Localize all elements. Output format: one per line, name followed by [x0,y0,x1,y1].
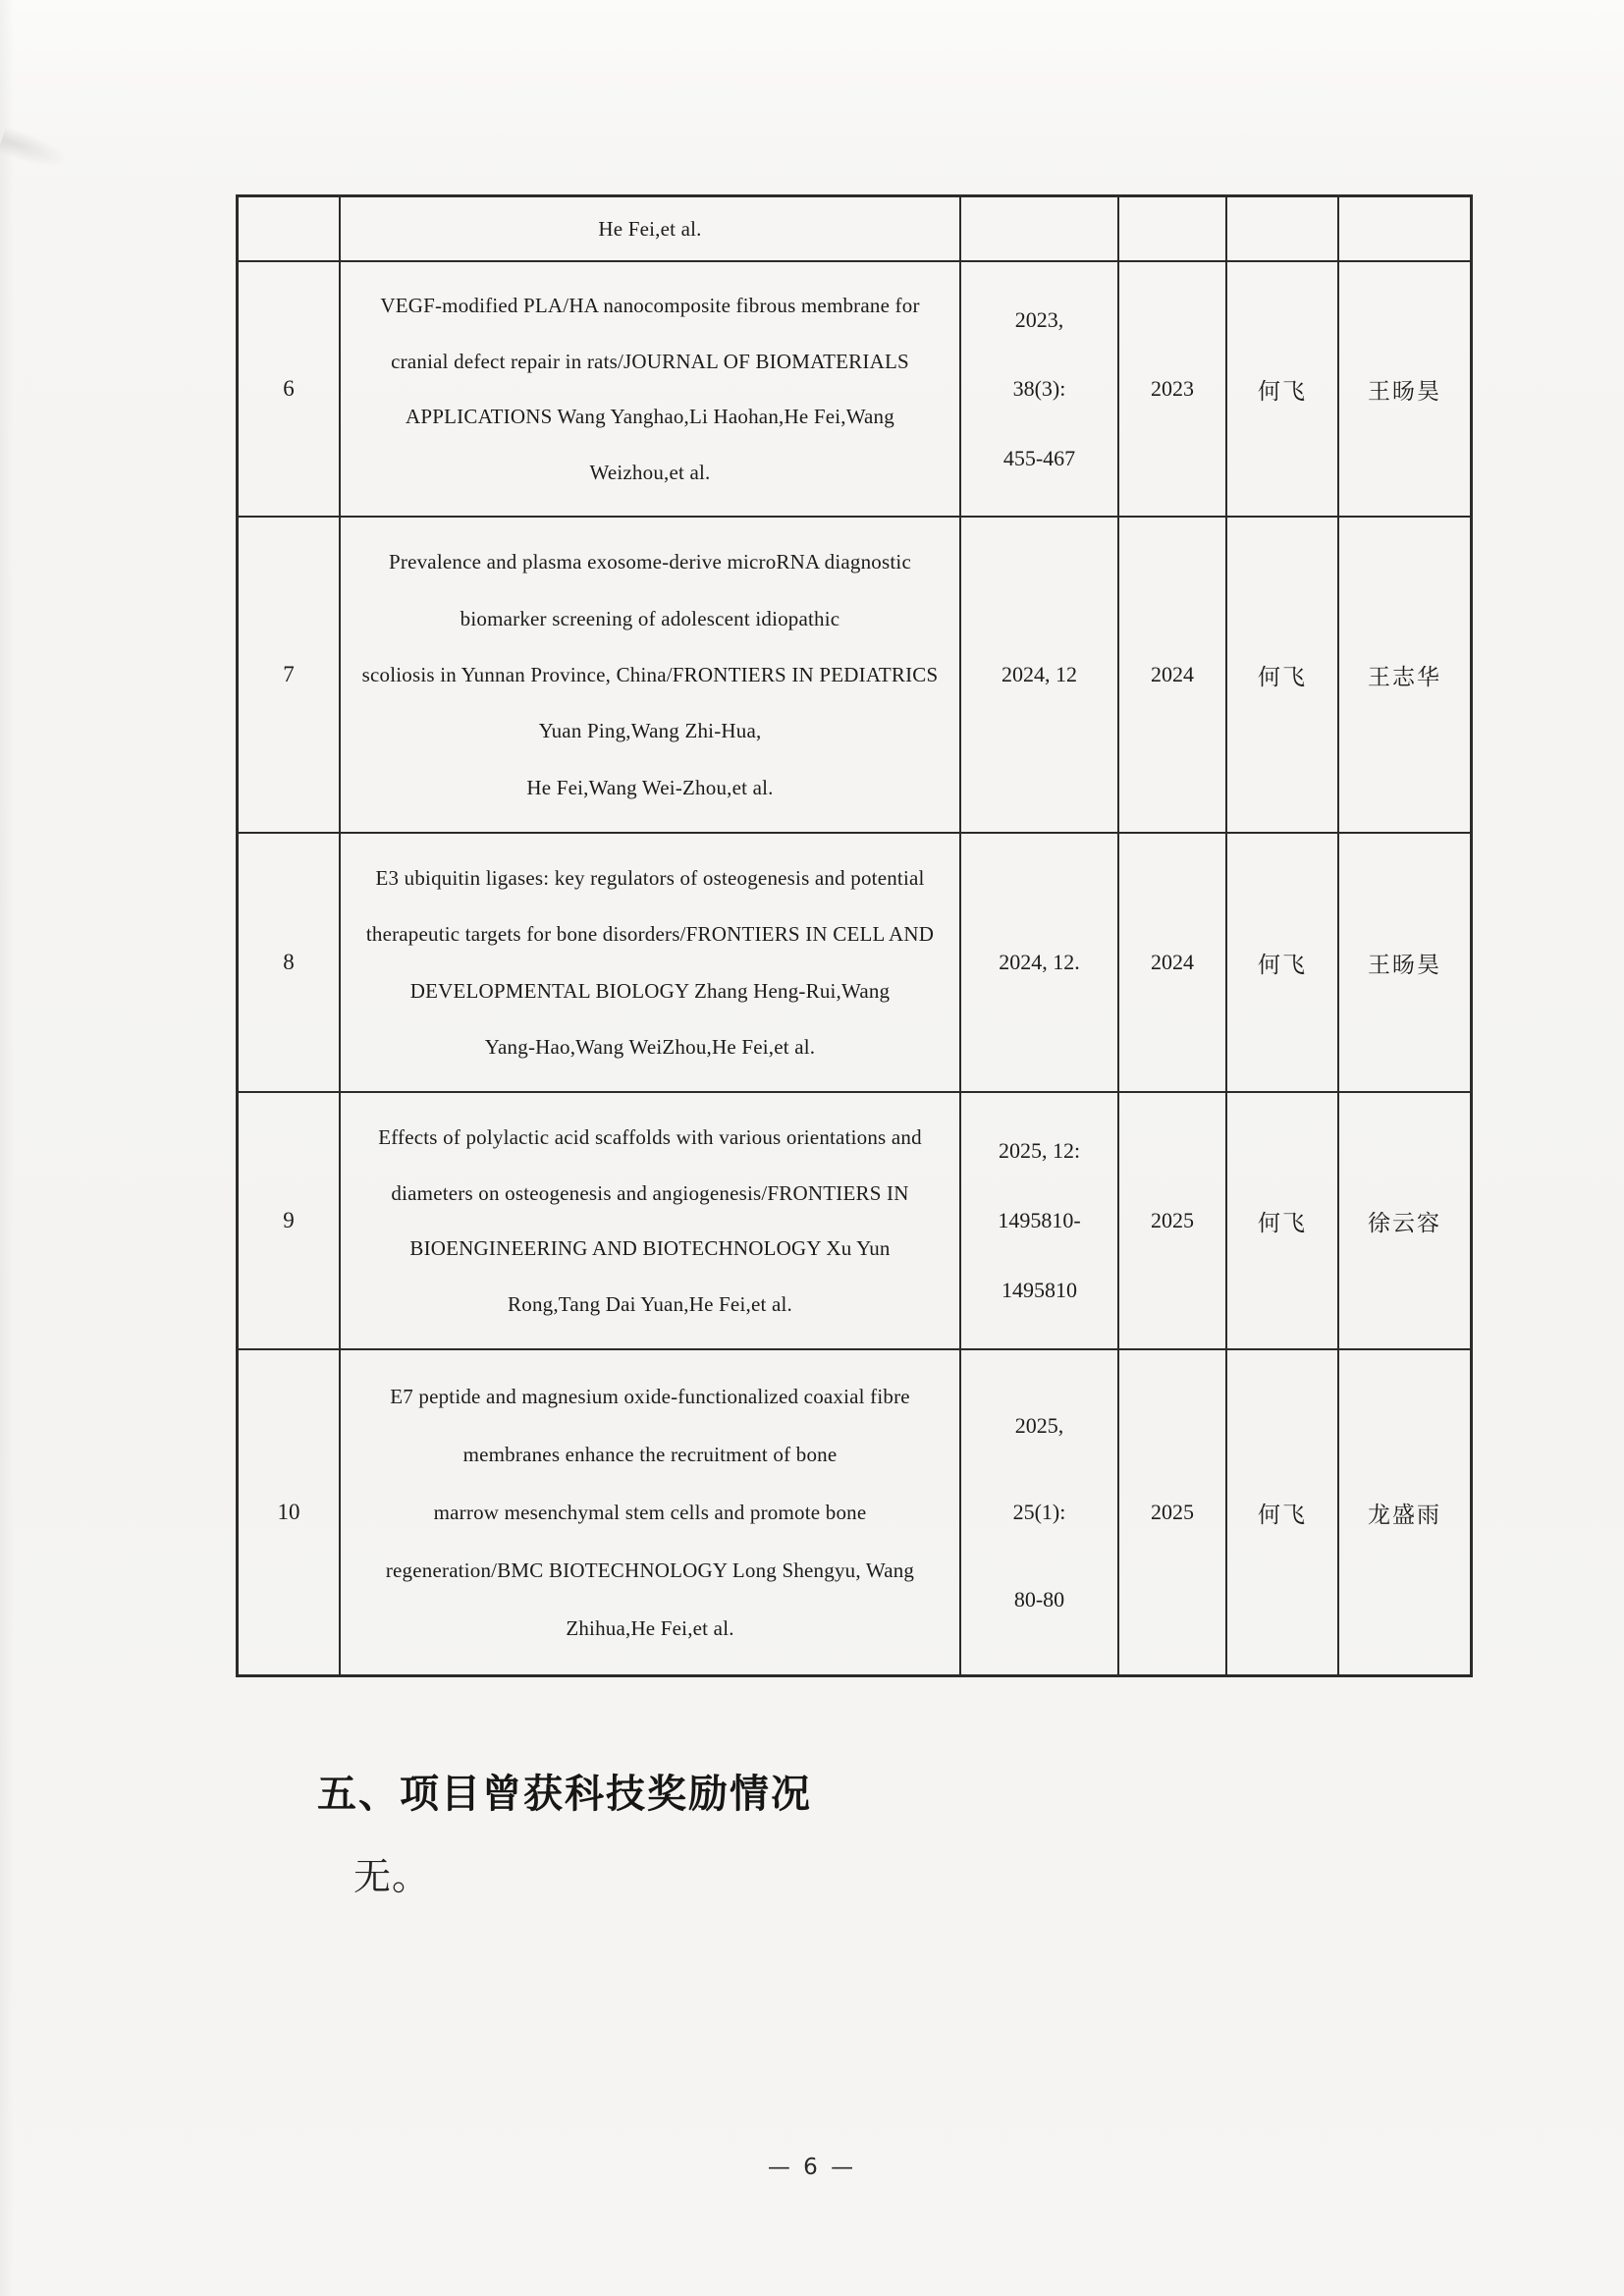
scan-artifact [0,126,72,175]
name-a-cell [1227,262,1339,516]
volume-pages-line: 80-80 [1013,1586,1065,1612]
year-cell [1119,518,1227,832]
name-a-cell [1227,834,1339,1091]
publication-cell [341,518,961,832]
volume-pages-cell [961,1093,1119,1348]
volume-pages-cell [961,262,1119,516]
name-a-value: 何飞 [1258,664,1307,689]
table-row [239,1093,1470,1350]
volume-pages-cell [961,197,1119,260]
row-index: 7 [283,662,295,686]
publication-title-line: He Fei,Wang Wei-Zhou,et al. [526,775,774,799]
year-value: 2024 [1151,950,1194,974]
volume-pages-cell [961,1350,1119,1674]
name-b-value: 王旸昊 [1368,952,1441,977]
volume-pages-line: 2024, 12 [1001,662,1077,686]
page-number: — 6 — [767,2155,857,2180]
publication-title-line: Yuan Ping,Wang Zhi-Hua, [538,719,762,743]
volume-pages-line: 2023, [1014,306,1064,332]
row-index: 9 [283,1208,295,1232]
section-heading: 五、项目曾获科技奖励情况 [317,1773,812,1816]
year-value: 2023 [1151,376,1194,401]
year-value: 2025 [1151,1208,1194,1232]
publication-title-line: marrow mesenchymal stem cells and promote bone [433,1501,867,1524]
publication-title-line: diameters on osteogenesis and angiogenesis/FRONTIERS IN [391,1180,909,1205]
volume-pages-cell [961,518,1119,832]
row-index-cell [239,1350,341,1674]
volume-pages-line: 455-467 [1002,445,1076,470]
name-a-value: 何飞 [1258,378,1307,404]
table-row [239,262,1470,518]
publication-title-line: APPLICATIONS Wang Yanghao,Li Haohan,He Fei,Wang [406,405,894,429]
row-index-cell [239,262,341,516]
publication-title-line: E3 ubiquitin ligases: key regulators of osteogenesis and potential [375,866,925,891]
publication-title-line: therapeutic targets for bone disorders/FRONTIERS IN CELL AND [365,922,935,947]
publication-title-line: He Fei,et al. [598,217,702,241]
volume-pages-line: 2025, 12: [998,1138,1081,1163]
row-index-cell [239,834,341,1091]
table-row [239,1350,1470,1674]
publication-cell [341,1350,961,1674]
name-a-cell [1227,518,1339,832]
year-cell [1119,262,1227,516]
section-body: 无。 [353,1857,431,1898]
publication-cell [341,834,961,1091]
name-b-cell [1339,197,1470,260]
name-b-cell [1339,834,1470,1091]
publication-title-line: cranial defect repair in rats/JOURNAL OF BIOMATERIALS [391,349,909,373]
name-a-value: 何飞 [1258,1502,1307,1527]
publication-title-line: Prevalence and plasma exosome-derive microRNA diagnostic [389,550,911,574]
publication-title-line: membranes enhance the recruitment of bone [462,1443,838,1466]
name-b-value: 王旸昊 [1368,378,1441,404]
publication-cell [341,197,961,260]
name-b-value: 徐云容 [1368,1210,1441,1235]
year-value: 2025 [1151,1500,1194,1524]
publication-title-line: scoliosis in Yunnan Province, China/FRONTIERS IN PEDIATRICS [361,662,939,686]
name-b-cell [1339,518,1470,832]
volume-pages-line: 1495810 [1001,1278,1077,1302]
name-a-value: 何飞 [1258,952,1307,977]
publication-title-line: BIOENGINEERING AND BIOTECHNOLOGY Xu Yun [409,1236,891,1261]
year-value: 2024 [1151,662,1194,686]
scan-artifact [0,0,14,2296]
publication-title-line: biomarker screening of adolescent idiopathic [460,606,840,630]
name-b-cell [1339,1093,1470,1348]
publication-title-line: Effects of polylactic acid scaffolds with various orientations and [378,1124,922,1149]
publication-title-line: E7 peptide and magnesium oxide-functionalized coaxial fibre [390,1385,910,1408]
year-cell [1119,1093,1227,1348]
year-cell [1119,1350,1227,1674]
row-index-cell [239,197,341,260]
name-a-cell [1227,1093,1339,1348]
volume-pages-line: 2024, 12. [999,950,1080,974]
name-b-value: 龙盛雨 [1368,1502,1441,1527]
publication-title-line: Zhihua,He Fei,et al. [566,1616,734,1640]
table-row [239,518,1470,834]
publications-table [236,194,1473,1677]
year-cell [1119,197,1227,260]
table-row [239,197,1470,262]
publication-title-line: VEGF-modified PLA/HA nanocomposite fibrous membrane for [380,294,920,318]
name-a-cell [1227,197,1339,260]
volume-pages-cell [961,834,1119,1091]
table-row [239,834,1470,1093]
row-index: 8 [283,950,295,974]
name-b-value: 王志华 [1368,664,1441,689]
publication-title-line: regeneration/BMC BIOTECHNOLOGY Long Shengyu, Wang [385,1558,915,1582]
name-b-cell [1339,262,1470,516]
row-index: 6 [283,376,295,401]
volume-pages-line: 38(3): [1012,376,1066,401]
name-a-cell [1227,1350,1339,1674]
volume-pages-line: 1495810- [998,1208,1081,1232]
publication-title-line: Weizhou,et al. [589,460,711,484]
name-b-cell [1339,1350,1470,1674]
publication-cell [341,262,961,516]
row-index-cell [239,1093,341,1348]
row-index-cell [239,518,341,832]
volume-pages-line: 2025, [1014,1412,1064,1438]
publication-title-line: Rong,Tang Dai Yuan,He Fei,et al. [508,1292,792,1317]
year-cell [1119,834,1227,1091]
row-index: 10 [277,1500,300,1524]
volume-pages-line: 25(1): [1012,1500,1066,1524]
publication-title-line: DEVELOPMENTAL BIOLOGY Zhang Heng-Rui,Wang [409,978,891,1003]
publication-cell [341,1093,961,1348]
publication-title-line: Yang-Hao,Wang WeiZhou,He Fei,et al. [484,1034,816,1059]
name-a-value: 何飞 [1258,1210,1307,1235]
